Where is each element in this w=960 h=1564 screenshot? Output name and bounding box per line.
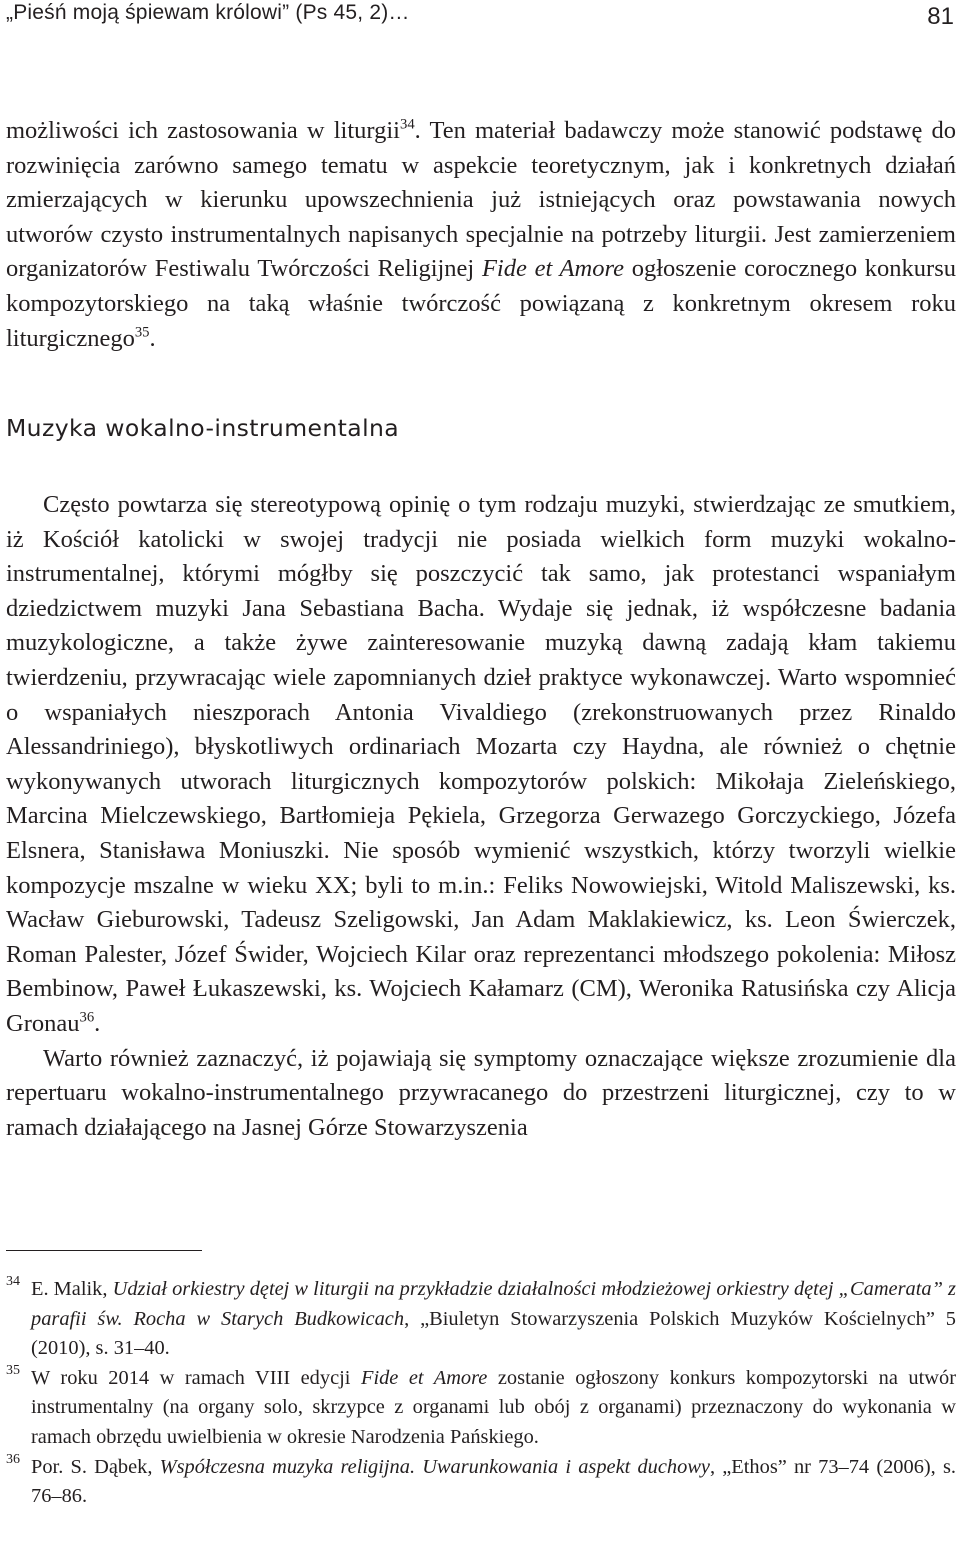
footnote-ref-35[interactable]: 35 bbox=[134, 324, 150, 341]
footnote-text: W roku 2014 w ramach VIII edycji bbox=[31, 1366, 361, 1389]
italic-title: Fide et Amore bbox=[481, 255, 624, 283]
body-paragraph: Warto również zaznaczyć, iż pojawiają się symptomy oznaczające większe zrozumienie dla repertuaru wokalno-instrumentalnego przywracanego do przestrzeni liturgicznej, czy to w ramach działającego na Jasnej Górze Stowarzyszenia bbox=[6, 1044, 956, 1141]
running-head: „Pieśń moją śpiewam królowi” (Ps 45, 2)… bbox=[6, 1, 410, 24]
text-segment: możliwości ich zastosowania w liturgii bbox=[6, 117, 400, 144]
footnote-ref-36[interactable]: 36 bbox=[79, 1009, 95, 1026]
text-segment: . bbox=[94, 1009, 101, 1037]
footnote-italic-title: Fide et Amore bbox=[360, 1366, 488, 1389]
footnotes bbox=[6, 1275, 956, 1512]
text-segment: Często powtarza się stereotypową opinię o tym rodzaju muzyki, stwierdzając ze smutkiem, iż Kościół katolicki w swojej tradycji nie posiada wielkich form muzyki wokalno-instrumentalnej, którymi mógłby się poszczycić tak samo, jak protestanci wspaniałym dziedzictwem muzyki Jana Sebastiana Bacha. Wydaje się jednak, iż współczesne badania muzykologiczne, a także żywe zainteresowanie muzyką dawną zadają kłam takiemu twierdzeniu, przywracając wiele zapomnianych dzieł praktyce wykonawczej. Warto wspomnieć o wspaniałych nieszporach Antonia Vivaldiego (zrekonstruowanych przez Rinaldo Alessandriniego), błyskotliwych ordinariach Mozarta czy Haydna, ale również o chętnie wykonywanych utworach liturgicznych kompozytorów polskich: Mikołaja Zieleńskiego, Marcina Mielczewskiego, Bartłomieja Pękiela, Grzegorza Gerwazego Gorczyckiego, Józefa Elsnera, Stanisława Moniuszki. Nie sposób wymienić wszystkich, którzy tworzyli wielkie kompozycje mszalne w wieku XX; byli to m.in.: Feliks Nowowiejski, Witold Maliszewski, ks. Wacław Gieburowski, Tadeusz Szeligowski, Jan Adam Maklakiewicz, ks. Leon Świerczek, Roman Palester, Józef Świder, Wojciech Kilar oraz reprezentanci młodszego pokolenia: Miłosz Bembinow, Paweł Łukaszewski, ks. Wojciech Kałamarz (CM), Weronika Ratusińska czy Alicja Gronau bbox=[6, 491, 956, 1037]
footnote-number: 34 bbox=[6, 1274, 20, 1289]
body-paragraph bbox=[6, 114, 956, 356]
page-number: 81 bbox=[927, 3, 954, 30]
body-paragraph-1-block bbox=[6, 114, 956, 356]
text-segment: . Ten materiał badawczy może stanowić podstawę do rozwinięcia zarówno samego tematu w aspekcie teoretycznym, jak i konkretnych działań zmierzających w kierunku upowszechnienia już istniejących oraz powstawania nowych utworów czysto instrumentalnych napisanych specjalnie na potrzeby liturgii. Jest zamierzeniem organizatorów Festiwalu Twórczości Religijnej bbox=[6, 117, 956, 283]
footnote-34 bbox=[6, 1275, 956, 1364]
body-paragraph bbox=[6, 488, 956, 1042]
footnote-text: Por. S. Dąbek, bbox=[31, 1455, 160, 1478]
footnote-text: , „Biuletyn Stowarzyszenia Polskich Muzyków Kościelnych” 5 (2010), s. 31–40. bbox=[31, 1307, 957, 1360]
footnote-ref-34[interactable]: 34 bbox=[399, 116, 415, 133]
footnote-number: 36 bbox=[6, 1451, 20, 1467]
footnote-number: 35 bbox=[6, 1362, 20, 1378]
footnote-36 bbox=[6, 1453, 956, 1512]
section-heading: Muzyka wokalno-instrumentalna bbox=[6, 414, 400, 442]
footnote-separator bbox=[6, 1250, 202, 1251]
footnote-text: zostanie ogłoszony konkurs kompozytorski na utwór instrumentalny (na organy solo, skrzypce z organami lub obój z organami) przeznaczony do wykonania w ramach obrzędu uwielbienia w okresie Narodzenia Pańskiego. bbox=[31, 1366, 956, 1448]
footnote-35 bbox=[6, 1364, 956, 1453]
text-segment: . bbox=[149, 324, 156, 352]
footnote-italic-title: Udział orkiestry dętej w liturgii na przykładzie działalności młodzieżowej orkiestry dętej „Camerata” z parafii św. Rocha w Starych Budkowicach bbox=[31, 1278, 956, 1330]
footnote-italic-title: Współczesna muzyka religijna. Uwarunkowania i aspekt duchowy bbox=[159, 1455, 710, 1478]
body-section-text bbox=[6, 488, 956, 1145]
footnote-text: , „Ethos” nr 73–74 (2006), s. 76–86. bbox=[31, 1455, 956, 1508]
text-segment: ogłoszenie corocznego konkursu kompozytorskiego na taką właśnie twórczość powiązaną z konkretnym okresem roku liturgicznego bbox=[6, 255, 957, 352]
page-header bbox=[6, 0, 954, 40]
footnote-text: E. Malik, bbox=[31, 1278, 113, 1300]
